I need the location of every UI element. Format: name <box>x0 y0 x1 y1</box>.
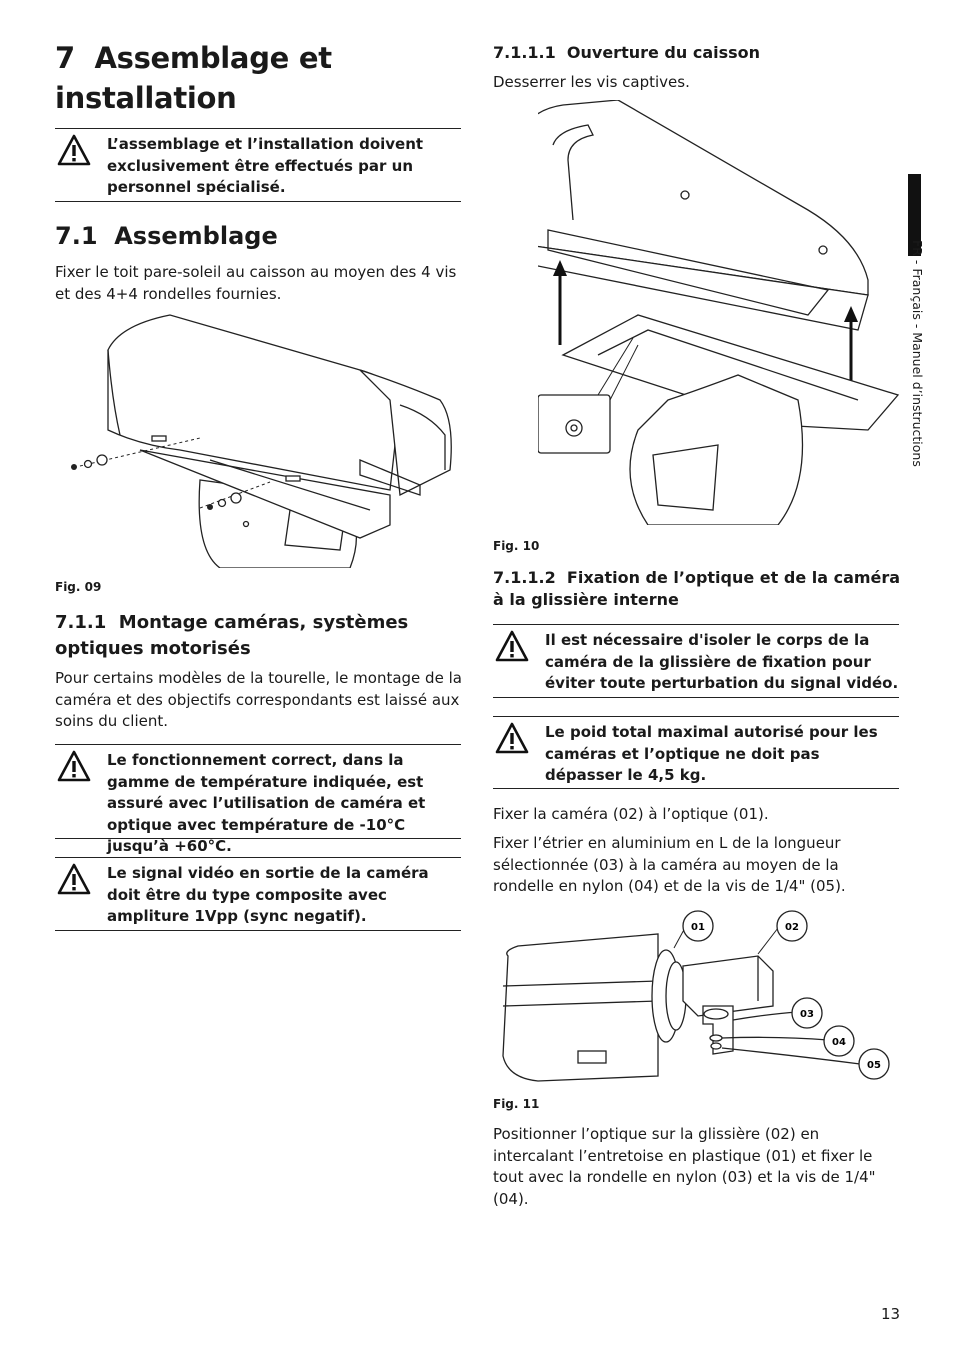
warning-icon <box>495 722 529 754</box>
warning-icon <box>57 750 91 782</box>
callout-label: 05 <box>867 1060 881 1071</box>
warning-icon <box>495 630 529 662</box>
figure-10-opening-illustration <box>538 100 908 525</box>
subsubsection-heading: 7.1.1.2 Fixation de l’optique et de la caméra à la glissière interne <box>493 568 901 609</box>
warning-text: L’assemblage et l’installation doivent exclusivement être effectués par un personnel spécialisé. <box>107 135 424 196</box>
warning-text: Le fonctionnement correct, dans la gamme de température indiquée, est assuré avec l’utilisation de caméra et optique avec température de -10°C jusqu’à +60°C. <box>107 751 426 855</box>
warning-icon <box>57 863 91 895</box>
paragraph: Fixer l’étrier en aluminium en L de la longueur sélectionnée (03) à la caméra au moyen de la rondelle en nylon (04) et de la vis de 1/4" (05). <box>493 834 846 895</box>
warning-box <box>55 128 461 202</box>
callout-label: 02 <box>785 922 799 933</box>
figure-caption: Fig. 11 <box>493 1097 540 1111</box>
figure-caption: Fig. 09 <box>55 580 102 594</box>
paragraph: Desserrer les vis captives. <box>493 73 690 91</box>
callout-label: 01 <box>691 922 705 933</box>
warning-box <box>493 624 899 698</box>
paragraph: Fixer la caméra (02) à l’optique (01). <box>493 805 769 823</box>
warning-box <box>55 744 461 855</box>
callout-label: 03 <box>800 1009 814 1020</box>
subsection-heading: 7.1.1 Montage caméras, systèmes optiques motorisés <box>55 612 409 659</box>
warning-text: Le poid total maximal autorisé pour les caméras et l’optique ne doit pas dépasser le 4,5 kg. <box>545 723 878 784</box>
chapter-title: 7 Assemblage et installation <box>55 41 332 115</box>
figure-09-housing-illustration <box>60 310 460 568</box>
sidebar-label: FR - Français - Manuel d’instructions <box>910 240 925 467</box>
callout-label: 04 <box>832 1037 846 1048</box>
figure-caption: Fig. 10 <box>493 539 540 553</box>
warning-icon <box>57 134 91 166</box>
warning-box <box>493 716 899 789</box>
page-number: 13 <box>881 1305 901 1323</box>
paragraph: Pour certains modèles de la tourelle, le montage de la caméra et des objectifs correspondants est laissé aux soins du client. <box>55 669 462 730</box>
warning-box <box>55 857 461 931</box>
figure-11-camera-assembly-illustration <box>498 906 898 1086</box>
warning-text: Il est nécessaire d'isoler le corps de la caméra de la glissière de fixation pour éviter toute perturbation du signal vidéo. <box>545 631 899 692</box>
warning-text: Le signal vidéo en sortie de la caméra doit être du type composite avec ampliture 1Vpp (sync negatif). <box>107 864 429 925</box>
section-heading: 7.1 Assemblage <box>55 222 278 250</box>
paragraph: Positionner l’optique sur la glissière (02) en intercalant l’entretoise en plastique (01) et fixer le tout avec la rondelle en nylon (03) et la vis de 1/4" (04). <box>493 1125 876 1208</box>
paragraph: Fixer le toit pare-soleil au caisson au moyen des 4 vis et des 4+4 rondelles fournies. <box>55 263 457 303</box>
subsubsection-heading: 7.1.1.1 Ouverture du caisson <box>493 43 761 62</box>
